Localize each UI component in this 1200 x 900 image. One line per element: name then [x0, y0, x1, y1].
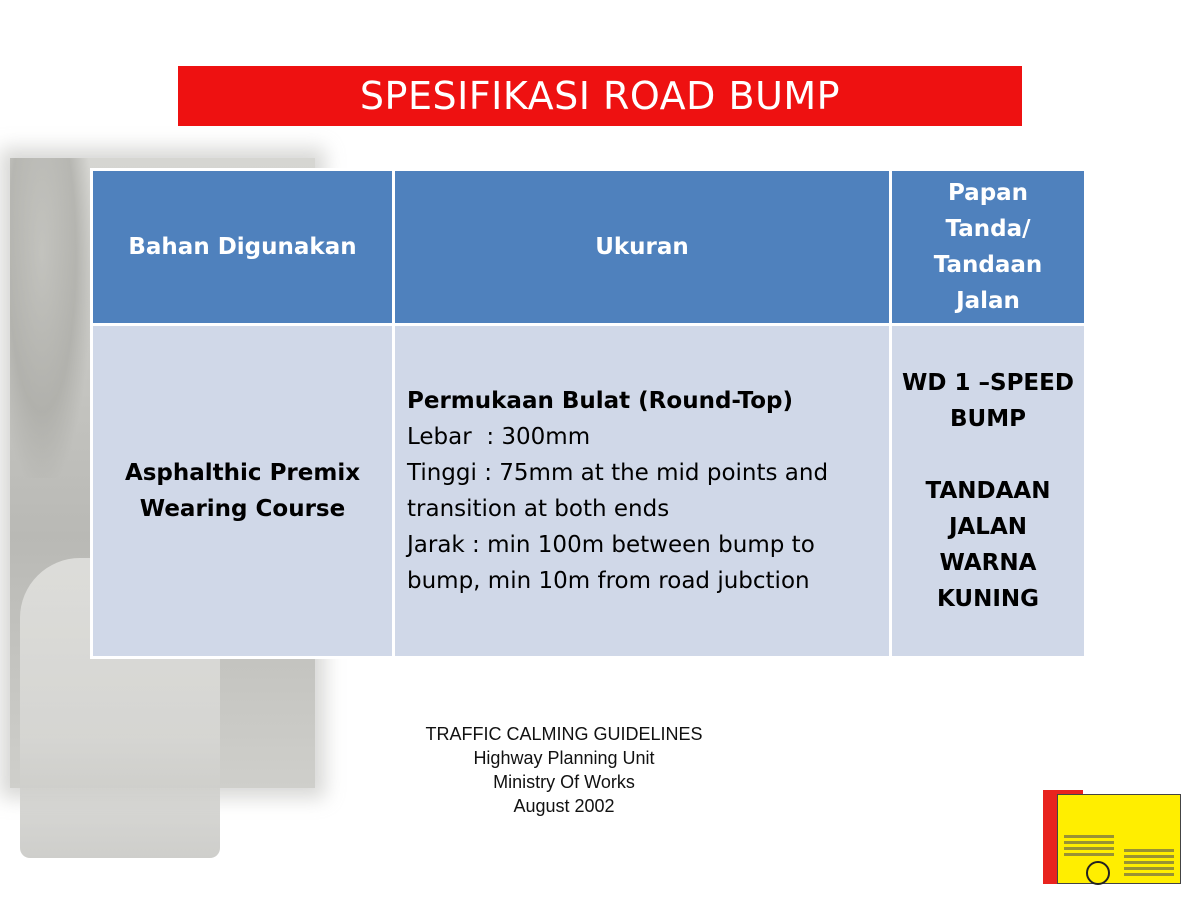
cell-material: Asphalthic Premix Wearing Course [92, 325, 394, 658]
size-tinggi: Tinggi : 75mm at the mid points and transition at both ends [407, 460, 829, 522]
cell-size [394, 325, 891, 658]
page-title: SPESIFIKASI ROAD BUMP [359, 74, 841, 118]
size-jarak: Jarak : min 100m between bump to bump, min 10m from road jubction [407, 532, 815, 594]
background-tree [10, 158, 90, 478]
seminar-logo [1043, 790, 1179, 884]
footer-line-3: Ministry Of Works [493, 772, 635, 792]
title-banner [178, 66, 1022, 126]
seminar-emblem-icon [1086, 861, 1110, 885]
size-lebar: Lebar : 300mm [407, 424, 591, 450]
seminar-logo-card [1057, 794, 1181, 884]
sign-board: WD 1 –SPEED BUMP [902, 370, 1074, 432]
size-subtitle: Permukaan Bulat (Round-Top) [407, 388, 793, 414]
cell-sign [891, 325, 1086, 658]
header-material: Bahan Digunakan [92, 170, 394, 325]
header-sign: Papan Tanda/ Tandaan Jalan [891, 170, 1086, 325]
seminar-logo-text-right [1124, 849, 1174, 879]
sign-marking: TANDAAN JALAN WARNA KUNING [925, 478, 1051, 612]
spec-table [90, 168, 1087, 659]
footer-line-1: TRAFFIC CALMING GUIDELINES [425, 724, 703, 744]
footer-line-2: Highway Planning Unit [473, 748, 655, 768]
table-row [92, 325, 1086, 658]
footer-line-4: August 2002 [513, 796, 615, 816]
seminar-logo-text-left [1064, 835, 1114, 859]
source-footer [364, 722, 764, 818]
table-header-row [92, 170, 1086, 325]
header-size: Ukuran [394, 170, 891, 325]
